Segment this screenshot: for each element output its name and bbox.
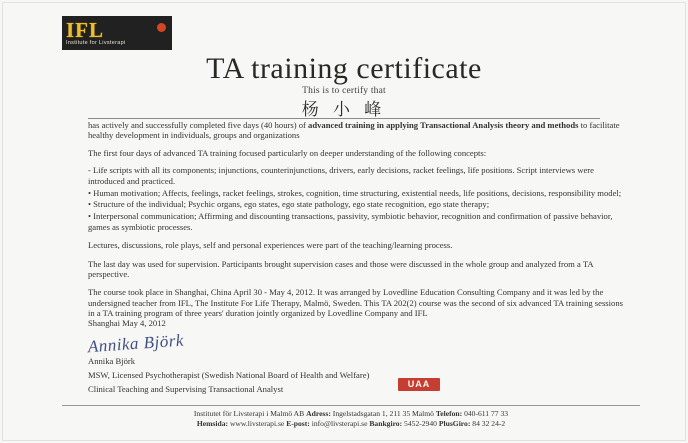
footer-line-1 bbox=[62, 409, 640, 419]
certificate-body bbox=[88, 120, 628, 327]
logo-dot-icon bbox=[157, 23, 166, 32]
footer-phone-label: Telefon: bbox=[435, 409, 463, 418]
focus-paragraph: The first four days of advanced TA training focused particularly on deeper understanding of the following concepts: bbox=[88, 147, 487, 158]
signatory-credential-2: Clinical Teaching and Supervising Transactional Analyst bbox=[88, 384, 284, 394]
list-item: • Human motivation; Affects, feelings, racket feelings, strokes, cognition, time structuring, existential needs, life positions, decisions, responsibility model; bbox=[88, 187, 622, 198]
intro-suffix: to facilitate healthy development in individuals, groups and organizations bbox=[88, 120, 620, 141]
intro-bold: advanced training in applying Transactional Analysis theory and methods bbox=[308, 120, 579, 130]
footer-email-label: E-post: bbox=[286, 419, 310, 428]
supervision-paragraph: The last day was used for supervision. Participants brought supervision cases and those were discussed in the whole group and analyzed from a TA perspective. bbox=[88, 258, 594, 279]
footer-address-label: Adress: bbox=[306, 409, 331, 418]
red-stamp: UAA bbox=[398, 378, 440, 391]
footer-email-value: info@livsterapi.se bbox=[311, 419, 368, 428]
course-details-paragraph: The course took place in Shanghai, China April 30 - May 4, 2012. It was arranged by Lovedline Education Consulting Company and it was led by the undersigned teacher from IFL, The Institute For Life Therapy, Malmö, Sweden. This TA 202(2) course was the second of six advanced TA training sessions in a TA training program of three years' duration jointly organized by Lovedline Company and IFL bbox=[88, 287, 623, 319]
footer-address-value: Ingelstadsgatan 1, 211 35 Malmö bbox=[332, 409, 434, 418]
footer-company: Institutet för Livsterapi i Malmö AB bbox=[193, 409, 305, 418]
logo-subtitle: Institute for Livsterapi bbox=[66, 39, 126, 46]
footer-divider bbox=[62, 405, 640, 406]
footer-plusgiro-value: 84 32 24-2 bbox=[472, 419, 506, 428]
handwritten-signature: Annika Björk bbox=[87, 330, 185, 357]
list-item: • Structure of the individual; Psychic organs, ego states, ego state pathology, ego state recognition, ego state therapy; bbox=[88, 199, 490, 210]
page-title: TA training certificate bbox=[206, 52, 482, 85]
methods-paragraph: Lectures, discussions, role plays, self and personal experiences were part of the teaching/learning process. bbox=[88, 240, 453, 251]
certify-line: This is to certify that bbox=[302, 86, 386, 96]
footer-website-value: www.livsterapi.se bbox=[229, 419, 285, 428]
footer-line-2 bbox=[62, 419, 640, 429]
footer-phone-value: 040-611 77 33 bbox=[464, 409, 509, 418]
intro-prefix: has actively and successfully completed five days (40 hours) of bbox=[88, 120, 309, 130]
list-item: • Interpersonal communication; Affirming and discounting transactions, passivity, symbiotic behavior, recognition and confirmation of passive behavior, games as symbiotic processes. bbox=[88, 211, 613, 232]
footer-bankgiro-label: Bankgiro: bbox=[369, 419, 403, 428]
ifl-logo bbox=[62, 16, 172, 50]
list-item: - Life scripts with all its components; injunctions, counterinjunctions, drivers, early decisions, racket feelings, life positions. Script interviews were introduced and practiced. bbox=[88, 165, 594, 186]
signatory-name: Annika Björk bbox=[88, 356, 136, 366]
footer-plusgiro-label: PlusGiro: bbox=[438, 419, 471, 428]
concept-list bbox=[88, 165, 628, 232]
recipient-name: 杨 小 峰 bbox=[301, 100, 387, 119]
intro-paragraph bbox=[88, 120, 628, 141]
place-and-date: Shanghai May 4, 2012 bbox=[88, 318, 166, 328]
footer-website-label: Hemsida: bbox=[196, 419, 229, 428]
footer bbox=[62, 409, 640, 429]
footer-bankgiro-value: 5452-2940 bbox=[404, 419, 437, 428]
signatory-credential-1: MSW, Licensed Psychotherapist (Swedish National Board of Health and Welfare) bbox=[88, 370, 370, 380]
logo-letters: IFL bbox=[66, 17, 105, 42]
title-divider bbox=[88, 118, 600, 119]
